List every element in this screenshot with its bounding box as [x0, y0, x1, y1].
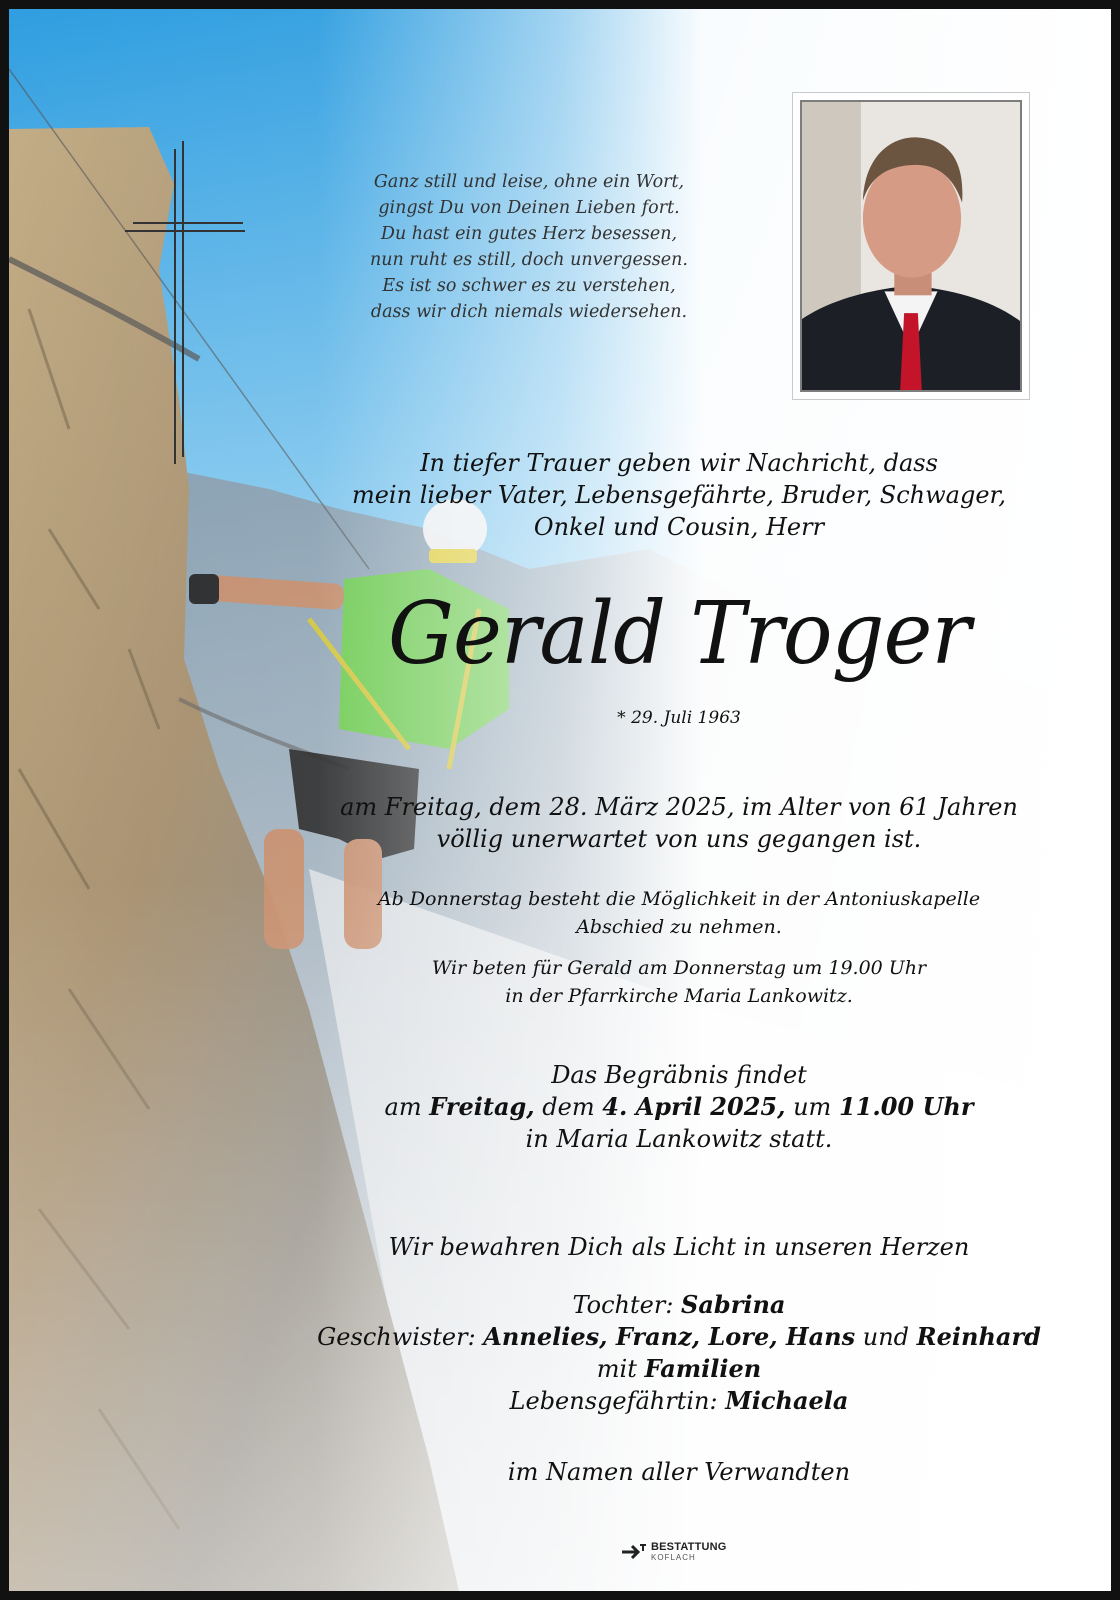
family-families [299, 1353, 1059, 1385]
prayer-line: Wir beten für Gerald am Donnerstag um 19.00 Uhr [431, 957, 927, 979]
label: Tochter: [572, 1291, 682, 1319]
text: am [384, 1093, 430, 1121]
poem-line: dass wir dich niemals wiedersehen. [370, 302, 688, 322]
poem-line: Ganz still und leise, ohne ein Wort, [373, 172, 685, 192]
text: dem [534, 1093, 603, 1121]
siblings-names: Annelies, Franz, Lore, Hans [483, 1322, 856, 1351]
portrait-photo [800, 100, 1022, 392]
closing-line: im Namen aller Verwandten [507, 1458, 851, 1486]
funeral-day: Freitag, [429, 1092, 535, 1121]
prayer-info [299, 954, 1059, 1010]
label: Lebensgefährtin: [509, 1387, 726, 1415]
poem [309, 169, 749, 325]
visitation-info [299, 885, 1059, 941]
funeral-line: in Maria Lankowitz statt. [525, 1125, 833, 1153]
funeral-date: 4. April 2025, [602, 1092, 786, 1121]
sibling-last-name: Reinhard [916, 1322, 1041, 1351]
family-list [299, 1289, 1059, 1417]
family-daughter [299, 1289, 1059, 1321]
funeral-home-logo [621, 1542, 727, 1562]
poem-line: Du hast ein gutes Herz besessen, [380, 224, 678, 244]
funeral-info [299, 1059, 1059, 1155]
visitation-line: Abschied zu nehmen. [576, 916, 782, 938]
funeral-date-line [299, 1091, 1059, 1123]
funeral-line: Das Begräbnis findet [551, 1061, 807, 1089]
notice-line: mein lieber Vater, Lebensgefährte, Bruder, Schwager, [351, 481, 1007, 509]
partner-name: Michaela [725, 1386, 849, 1415]
birth-date: * 29. Juli 1963 [617, 708, 741, 728]
notice-line: In tiefer Trauer geben wir Nachricht, dass [420, 449, 938, 477]
visitation-line: Ab Donnerstag besteht die Möglichkeit in der Antoniuskapelle [377, 888, 981, 910]
poem-line: nun ruht es still, doch unvergessen. [370, 250, 688, 270]
death-statement [299, 791, 1059, 855]
text: um [785, 1093, 839, 1121]
family-siblings [299, 1321, 1059, 1353]
notice-line: Onkel und Cousin, Herr [533, 513, 825, 541]
family-partner [299, 1385, 1059, 1417]
text: mit [596, 1355, 645, 1383]
funeral-time: 11.00 Uhr [838, 1092, 974, 1121]
families: Familien [644, 1354, 762, 1383]
daughter-name: Sabrina [681, 1290, 786, 1319]
logo-icon [621, 1543, 647, 1561]
logo-name: BESTATTUNG [651, 1541, 727, 1553]
death-notice-intro [299, 447, 1059, 543]
portrait-frame [792, 92, 1030, 400]
text: und [855, 1323, 917, 1351]
death-line: völlig unerwartet von uns gegangen ist. [436, 825, 922, 853]
motto: Wir bewahren Dich als Licht in unseren Herzen [388, 1233, 970, 1261]
death-line: am Freitag, dem 28. März 2025, im Alter von 61 Jahren [340, 793, 1018, 821]
poem-line: Es ist so schwer es zu verstehen, [382, 276, 676, 296]
label: Geschwister: [317, 1323, 484, 1351]
logo-city: KOFLACH [651, 1553, 696, 1562]
deceased-name: Gerald Troger [388, 584, 970, 684]
poem-line: gingst Du von Deinen Lieben fort. [378, 198, 680, 218]
cross-icon [121, 139, 251, 469]
prayer-line: in der Pfarrkirche Maria Lankowitz. [505, 985, 853, 1007]
